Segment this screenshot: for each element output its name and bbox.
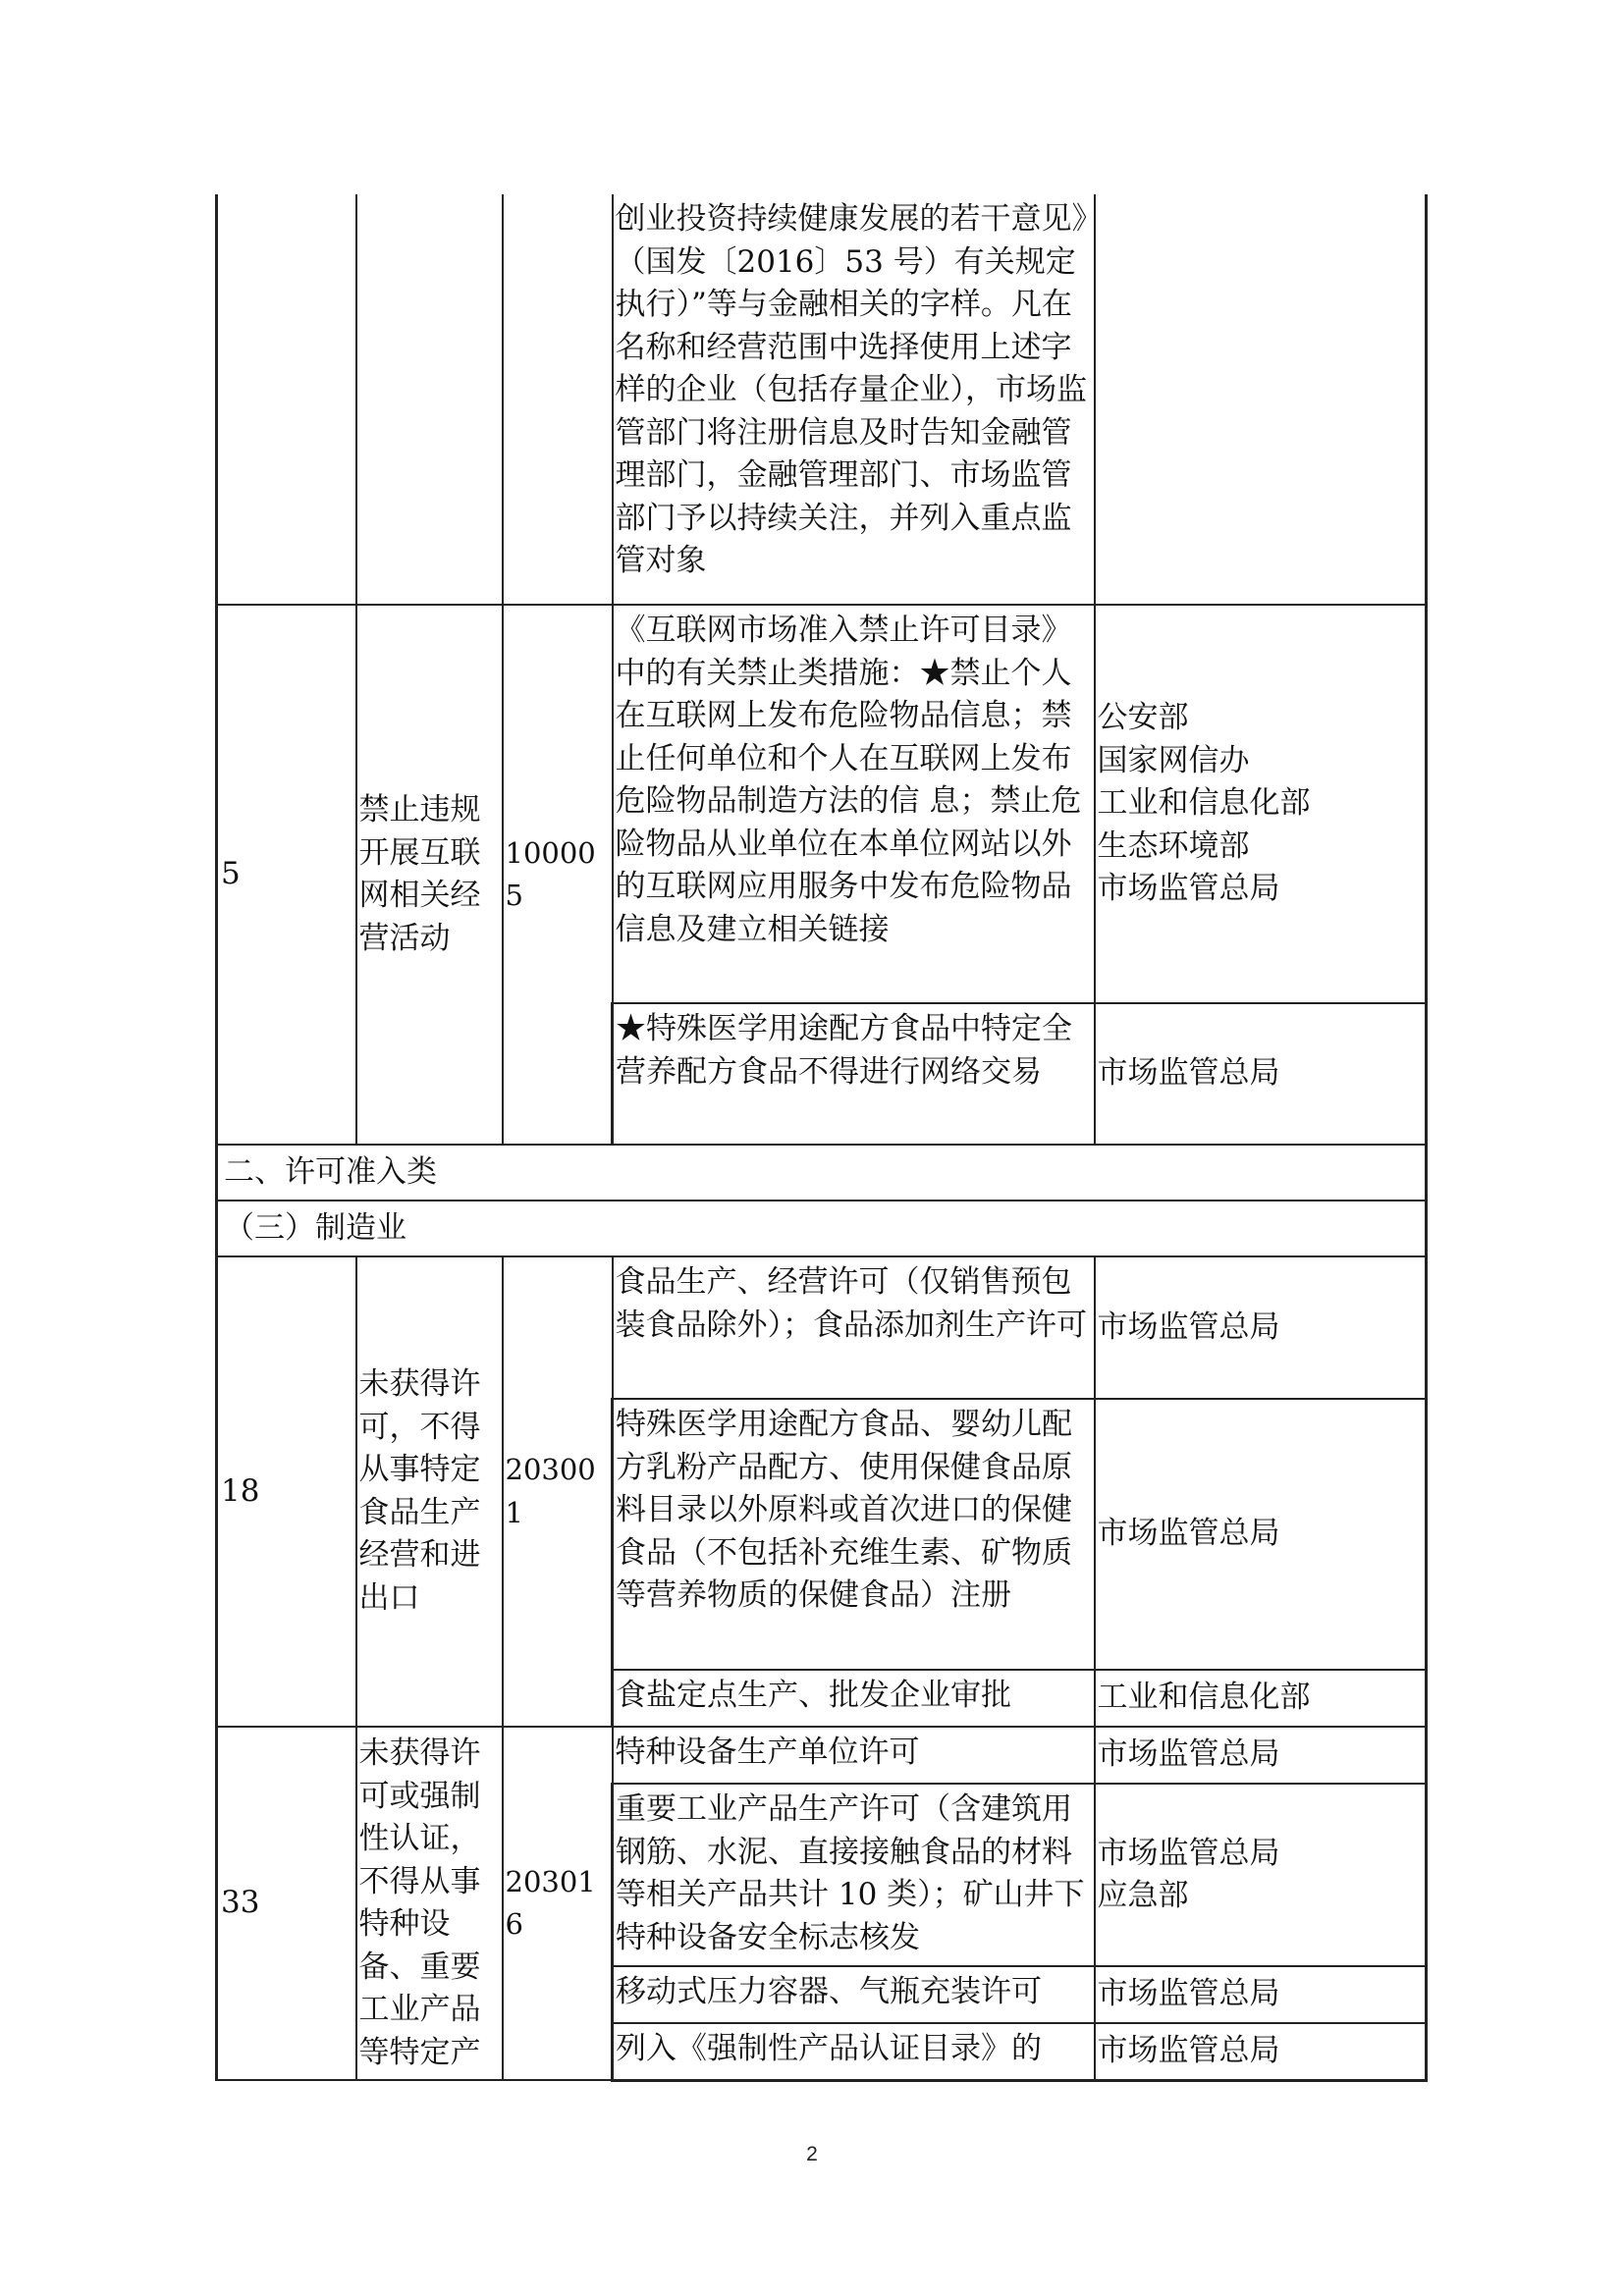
item-number: 18 <box>217 1256 356 1727</box>
authority-cell <box>1095 194 1427 605</box>
authority: 国家网信办 <box>1097 742 1250 778</box>
authority-list <box>1095 1003 1427 1145</box>
item-code-cell <box>503 194 613 605</box>
measure-description: 移动式压力容器、气瓶充装许可 <box>613 1966 1095 2023</box>
table-row-item-5-a <box>217 605 1427 1003</box>
authority: 工业和信息化部 <box>1097 1680 1311 1716</box>
measures-table <box>215 194 1428 2082</box>
authority: 市场监管总局 <box>1097 1055 1280 1092</box>
item-name: 未获得许可或强制性认证，不得从事特种设备、重要工业产品等特定产 <box>356 1727 503 2080</box>
measure-description: 重要工业产品生产许可（含建筑用钢筋、水泥、直接接触食品的材料等相关产品共计 10 类）；矿山井下特种设备安全标志核发 <box>613 1784 1095 1966</box>
authority-list <box>1095 1966 1427 2023</box>
measure-description: 《互联网市场准入禁止许可目录》中的有关禁止类措施：★禁止个人在互联网上发布危险物品信息；禁止任何单位和个人在互联网上发布危险物品制造方法的信 息；禁止危险物品从业单位在本单位网站以外的互联网应用服务中发布危险物品信息及建立相关链接 <box>613 605 1095 1003</box>
authority: 市场监管总局 <box>1097 1308 1280 1345</box>
authority-list <box>1095 1727 1427 1784</box>
authority: 市场监管总局 <box>1097 871 1280 907</box>
table-row-item-18-a <box>217 1256 1427 1399</box>
authority-list <box>1095 2023 1427 2080</box>
authority: 市场监管总局 <box>1097 2033 1280 2068</box>
authority: 公安部 <box>1097 700 1189 736</box>
subsection-title: （三）制造业 <box>217 1201 1427 1256</box>
authority-list <box>1095 1256 1427 1399</box>
authority-list <box>1095 1784 1427 1966</box>
subsection-header-row <box>217 1201 1427 1256</box>
item-name: 未获得许可，不得从事特定食品生产经营和进出口 <box>356 1256 503 1727</box>
authority-list <box>1095 605 1427 1003</box>
item-name-cell <box>356 194 503 605</box>
item-number-cell <box>217 194 356 605</box>
item-number: 33 <box>217 1727 356 2080</box>
authority: 市场监管总局 <box>1097 1736 1280 1773</box>
item-code: 203016 <box>503 1727 613 2080</box>
authority: 工业和信息化部 <box>1097 785 1311 822</box>
measure-description: ★特殊医学用途配方食品中特定全营养配方食品不得进行网络交易 <box>613 1003 1095 1145</box>
authority: 市场监管总局 <box>1097 1516 1280 1552</box>
authority: 生态环境部 <box>1097 828 1250 864</box>
item-code: 100005 <box>503 605 613 1145</box>
table-row-continued <box>217 194 1427 605</box>
item-number: 5 <box>217 605 356 1145</box>
measure-description: 食盐定点生产、批发企业审批 <box>613 1670 1095 1727</box>
page-number: 2 <box>806 2143 818 2165</box>
measure-description: 食品生产、经营许可（仅销售预包装食品除外）；食品添加剂生产许可 <box>613 1256 1095 1399</box>
authority-list <box>1095 1670 1427 1727</box>
item-code: 203001 <box>503 1256 613 1727</box>
authority: 市场监管总局 <box>1097 1976 1280 2012</box>
measure-description: 特种设备生产单位许可 <box>613 1727 1095 1784</box>
authority: 市场监管总局 <box>1097 1835 1280 1871</box>
table-row-item-33-a <box>217 1727 1427 1784</box>
item-name: 禁止违规开展互联网相关经营活动 <box>356 605 503 1145</box>
section-header-row <box>217 1145 1427 1201</box>
authority: 应急部 <box>1097 1878 1189 1913</box>
measure-description: 特殊医学用途配方食品、婴幼儿配方乳粉产品配方、使用保健食品原料目录以外原料或首次进口的保健食品（不包括补充维生素、矿物质等营养物质的保健食品）注册 <box>613 1399 1095 1670</box>
section-title: 二、许可准入类 <box>217 1145 1427 1201</box>
measure-description: 列入《强制性产品认证目录》的 <box>613 2023 1095 2080</box>
authority-list <box>1095 1399 1427 1670</box>
measure-description: 创业投资持续健康发展的若干意见》（国发〔2016〕53 号）有关规定执行）”等与金融相关的字样。凡在名称和经营范围中选择使用上述字样的企业（包括存量企业），市场监管部门将注册信息及时告知金融管理部门，金融管理部门、市场监管部门予以持续关注，并列入重点监管对象 <box>613 194 1095 605</box>
